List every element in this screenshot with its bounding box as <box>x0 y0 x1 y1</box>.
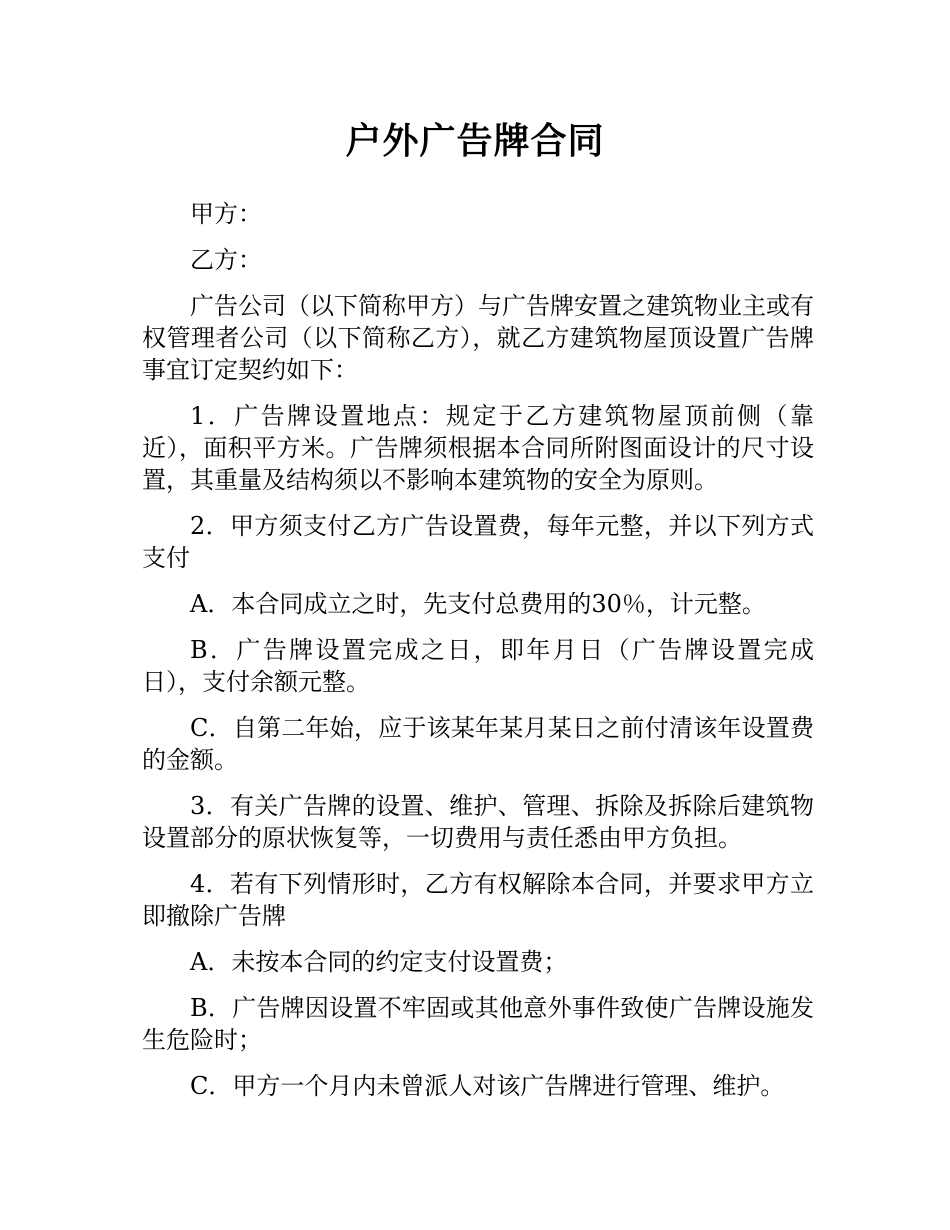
clause-2: 2．甲方须支付乙方广告设置费，每年元整，并以下列方式支付 <box>142 512 814 572</box>
clause-4-item-b: B．广告牌因设置不牢固或其他意外事件致使广告牌设施发生危险时； <box>142 994 814 1054</box>
clause-4: 4．若有下列情形时，乙方有权解除本合同，并要求甲方立即撤除广告牌 <box>142 870 814 930</box>
preamble-paragraph: 广告公司（以下简称甲方）与广告牌安置之建筑物业主或有权管理者公司（以下简称乙方），就乙方建筑物屋顶设置广告牌事宜订定契约如下： <box>142 292 814 384</box>
clause-1: 1．广告牌设置地点：规定于乙方建筑物屋顶前侧（靠近），面积平方米。广告牌须根据本合同所附图面设计的尺寸设置，其重量及结构须以不影响本建筑物的安全为原则。 <box>142 402 814 494</box>
party-b-line: 乙方： <box>190 246 262 274</box>
clause-4-item-a: A．未按本合同的约定支付设置费； <box>190 948 568 976</box>
clause-4-item-c: C．甲方一个月内未曾派人对该广告牌进行管理、维护。 <box>190 1072 785 1100</box>
contract-body <box>142 198 814 1116</box>
clause-2-item-a: A．本合同成立之时，先支付总费用的30％，计元整。 <box>190 590 766 618</box>
clause-2-item-b: B．广告牌设置完成之日，即年月日（广告牌设置完成日），支付余额元整。 <box>142 636 814 696</box>
page-title: 户外广告牌合同 <box>345 121 605 162</box>
clause-3: 3．有关广告牌的设置、维护、管理、拆除及拆除后建筑物设置部分的原状恢复等，一切费用与责任悉由甲方负担。 <box>142 792 814 852</box>
clause-2-item-c: C．自第二年始，应于该某年某月某日之前付清该年设置费的金额。 <box>142 714 814 774</box>
party-a-line: 甲方： <box>190 200 262 228</box>
